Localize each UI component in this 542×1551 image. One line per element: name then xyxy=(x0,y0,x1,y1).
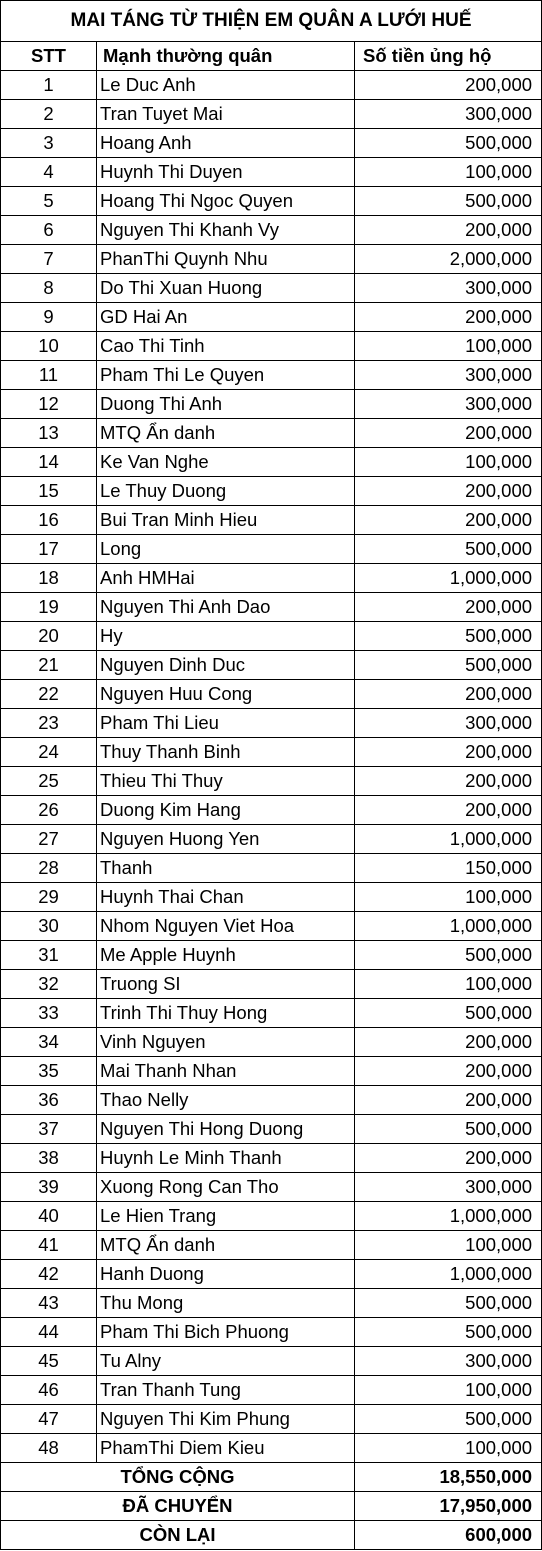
header-stt: STT xyxy=(1,42,97,71)
table-row xyxy=(1,941,542,970)
row-stt: 41 xyxy=(1,1231,97,1260)
row-amount: 500,000 xyxy=(355,1289,542,1318)
row-stt: 14 xyxy=(1,448,97,477)
row-stt: 33 xyxy=(1,999,97,1028)
row-stt: 13 xyxy=(1,419,97,448)
row-name: Tu Alny xyxy=(97,1347,355,1376)
row-stt: 43 xyxy=(1,1289,97,1318)
row-name: Long xyxy=(97,535,355,564)
row-amount: 200,000 xyxy=(355,419,542,448)
row-stt: 21 xyxy=(1,651,97,680)
row-stt: 12 xyxy=(1,390,97,419)
table-row xyxy=(1,332,542,361)
row-stt: 11 xyxy=(1,361,97,390)
row-stt: 4 xyxy=(1,158,97,187)
row-amount: 1,000,000 xyxy=(355,1202,542,1231)
row-name: Nguyen Thi Khanh Vy xyxy=(97,216,355,245)
row-stt: 28 xyxy=(1,854,97,883)
table-row xyxy=(1,216,542,245)
table-row xyxy=(1,535,542,564)
row-stt: 35 xyxy=(1,1057,97,1086)
table-row xyxy=(1,1405,542,1434)
table-row xyxy=(1,1144,542,1173)
row-amount: 200,000 xyxy=(355,303,542,332)
row-name: Huynh Thai Chan xyxy=(97,883,355,912)
row-amount: 100,000 xyxy=(355,332,542,361)
row-amount: 200,000 xyxy=(355,216,542,245)
row-amount: 100,000 xyxy=(355,158,542,187)
row-name: Anh HMHai xyxy=(97,564,355,593)
table-row xyxy=(1,1318,542,1347)
row-stt: 7 xyxy=(1,245,97,274)
table-row xyxy=(1,767,542,796)
row-name: Thu Mong xyxy=(97,1289,355,1318)
table-row xyxy=(1,709,542,738)
summary-value: 18,550,000 xyxy=(355,1463,542,1492)
row-amount: 300,000 xyxy=(355,274,542,303)
table-row xyxy=(1,622,542,651)
row-stt: 27 xyxy=(1,825,97,854)
table-row xyxy=(1,1347,542,1376)
row-name: Nguyen Thi Hong Duong xyxy=(97,1115,355,1144)
row-name: Nguyen Huu Cong xyxy=(97,680,355,709)
row-name: Nguyen Dinh Duc xyxy=(97,651,355,680)
row-name: Thanh xyxy=(97,854,355,883)
title-row xyxy=(1,1,542,42)
sheet-title: MAI TÁNG TỪ THIỆN EM QUÂN A LƯỚI HUẾ xyxy=(1,1,542,42)
row-stt: 22 xyxy=(1,680,97,709)
row-amount: 200,000 xyxy=(355,680,542,709)
row-name: MTQ Ẩn danh xyxy=(97,1231,355,1260)
table-row xyxy=(1,825,542,854)
row-amount: 500,000 xyxy=(355,651,542,680)
table-row xyxy=(1,593,542,622)
row-amount: 200,000 xyxy=(355,738,542,767)
row-amount: 200,000 xyxy=(355,1086,542,1115)
row-stt: 6 xyxy=(1,216,97,245)
row-amount: 500,000 xyxy=(355,1115,542,1144)
row-stt: 48 xyxy=(1,1434,97,1463)
table-row xyxy=(1,1289,542,1318)
header-row xyxy=(1,42,542,71)
table-row xyxy=(1,129,542,158)
row-stt: 20 xyxy=(1,622,97,651)
row-stt: 10 xyxy=(1,332,97,361)
row-stt: 26 xyxy=(1,796,97,825)
row-amount: 1,000,000 xyxy=(355,1260,542,1289)
summary-value: 600,000 xyxy=(355,1521,542,1550)
table-row xyxy=(1,1115,542,1144)
table-row xyxy=(1,303,542,332)
row-stt: 31 xyxy=(1,941,97,970)
row-stt: 16 xyxy=(1,506,97,535)
table-row xyxy=(1,999,542,1028)
row-amount: 500,000 xyxy=(355,1405,542,1434)
row-stt: 5 xyxy=(1,187,97,216)
table-row xyxy=(1,651,542,680)
row-stt: 45 xyxy=(1,1347,97,1376)
row-stt: 3 xyxy=(1,129,97,158)
row-amount: 100,000 xyxy=(355,448,542,477)
summary-label: TỔNG CỘNG xyxy=(1,1463,355,1492)
row-name: Thuy Thanh Binh xyxy=(97,738,355,767)
row-amount: 100,000 xyxy=(355,883,542,912)
row-stt: 17 xyxy=(1,535,97,564)
table-row xyxy=(1,187,542,216)
table-row xyxy=(1,854,542,883)
row-name: Pham Thi Lieu xyxy=(97,709,355,738)
summary-row xyxy=(1,1492,542,1521)
table-row xyxy=(1,274,542,303)
row-amount: 2,000,000 xyxy=(355,245,542,274)
row-stt: 18 xyxy=(1,564,97,593)
row-stt: 38 xyxy=(1,1144,97,1173)
row-amount: 100,000 xyxy=(355,1376,542,1405)
row-amount: 200,000 xyxy=(355,593,542,622)
table-row xyxy=(1,883,542,912)
row-name: Hoang Thi Ngoc Quyen xyxy=(97,187,355,216)
table-row xyxy=(1,1057,542,1086)
row-stt: 47 xyxy=(1,1405,97,1434)
row-amount: 500,000 xyxy=(355,622,542,651)
row-name: Me Apple Huynh xyxy=(97,941,355,970)
row-name: MTQ Ẩn danh xyxy=(97,419,355,448)
table-row xyxy=(1,100,542,129)
row-name: Huynh Le Minh Thanh xyxy=(97,1144,355,1173)
row-stt: 9 xyxy=(1,303,97,332)
row-name: Tran Tuyet Mai xyxy=(97,100,355,129)
table-row xyxy=(1,361,542,390)
table-row xyxy=(1,390,542,419)
summary-row xyxy=(1,1521,542,1550)
table-row xyxy=(1,71,542,100)
table-row xyxy=(1,1173,542,1202)
row-name: Le Thuy Duong xyxy=(97,477,355,506)
row-name: PhanThi Quynh Nhu xyxy=(97,245,355,274)
row-name: Hoang Anh xyxy=(97,129,355,158)
table-row xyxy=(1,1260,542,1289)
row-amount: 1,000,000 xyxy=(355,564,542,593)
row-stt: 8 xyxy=(1,274,97,303)
row-name: Pham Thi Bich Phuong xyxy=(97,1318,355,1347)
row-name: Nguyen Thi Anh Dao xyxy=(97,593,355,622)
row-stt: 30 xyxy=(1,912,97,941)
row-name: Vinh Nguyen xyxy=(97,1028,355,1057)
row-amount: 300,000 xyxy=(355,390,542,419)
row-amount: 500,000 xyxy=(355,1318,542,1347)
row-name: Thieu Thi Thuy xyxy=(97,767,355,796)
table-row xyxy=(1,1434,542,1463)
summary-row xyxy=(1,1463,542,1492)
row-amount: 500,000 xyxy=(355,941,542,970)
table-row xyxy=(1,970,542,999)
row-name: Tran Thanh Tung xyxy=(97,1376,355,1405)
row-stt: 25 xyxy=(1,767,97,796)
row-amount: 100,000 xyxy=(355,1231,542,1260)
summary-value: 17,950,000 xyxy=(355,1492,542,1521)
row-stt: 46 xyxy=(1,1376,97,1405)
row-name: Truong SI xyxy=(97,970,355,999)
row-amount: 1,000,000 xyxy=(355,825,542,854)
row-stt: 1 xyxy=(1,71,97,100)
row-amount: 300,000 xyxy=(355,1347,542,1376)
row-amount: 200,000 xyxy=(355,796,542,825)
table-row xyxy=(1,448,542,477)
row-name: PhamThi Diem Kieu xyxy=(97,1434,355,1463)
row-amount: 300,000 xyxy=(355,1173,542,1202)
row-stt: 44 xyxy=(1,1318,97,1347)
row-stt: 23 xyxy=(1,709,97,738)
row-amount: 100,000 xyxy=(355,970,542,999)
row-name: Duong Kim Hang xyxy=(97,796,355,825)
row-amount: 100,000 xyxy=(355,1434,542,1463)
row-stt: 24 xyxy=(1,738,97,767)
row-name: Bui Tran Minh Hieu xyxy=(97,506,355,535)
row-amount: 500,000 xyxy=(355,129,542,158)
row-stt: 37 xyxy=(1,1115,97,1144)
row-amount: 200,000 xyxy=(355,1144,542,1173)
row-amount: 1,000,000 xyxy=(355,912,542,941)
row-amount: 300,000 xyxy=(355,361,542,390)
row-name: Do Thi Xuan Huong xyxy=(97,274,355,303)
row-amount: 200,000 xyxy=(355,71,542,100)
row-amount: 150,000 xyxy=(355,854,542,883)
summary-label: CÒN LẠI xyxy=(1,1521,355,1550)
row-amount: 200,000 xyxy=(355,1028,542,1057)
row-name: Pham Thi Le Quyen xyxy=(97,361,355,390)
row-stt: 39 xyxy=(1,1173,97,1202)
row-stt: 19 xyxy=(1,593,97,622)
row-amount: 200,000 xyxy=(355,1057,542,1086)
row-amount: 500,000 xyxy=(355,187,542,216)
table-row xyxy=(1,1086,542,1115)
row-name: Duong Thi Anh xyxy=(97,390,355,419)
row-amount: 200,000 xyxy=(355,506,542,535)
row-stt: 32 xyxy=(1,970,97,999)
row-amount: 500,000 xyxy=(355,999,542,1028)
table-row xyxy=(1,564,542,593)
row-name: Hanh Duong xyxy=(97,1260,355,1289)
row-name: Ke Van Nghe xyxy=(97,448,355,477)
row-stt: 42 xyxy=(1,1260,97,1289)
row-name: Trinh Thi Thuy Hong xyxy=(97,999,355,1028)
summary-label: ĐÃ CHUYỂN xyxy=(1,1492,355,1521)
table-row xyxy=(1,1028,542,1057)
row-stt: 36 xyxy=(1,1086,97,1115)
table-row xyxy=(1,158,542,187)
row-name: Le Hien Trang xyxy=(97,1202,355,1231)
row-stt: 15 xyxy=(1,477,97,506)
row-name: Cao Thi Tinh xyxy=(97,332,355,361)
row-name: Huynh Thi Duyen xyxy=(97,158,355,187)
table-row xyxy=(1,1376,542,1405)
table-row xyxy=(1,738,542,767)
row-name: Hy xyxy=(97,622,355,651)
table-row xyxy=(1,796,542,825)
row-stt: 2 xyxy=(1,100,97,129)
header-amount: Số tiền ủng hộ xyxy=(355,42,542,71)
table-row xyxy=(1,912,542,941)
table-row xyxy=(1,1231,542,1260)
row-name: Nguyen Huong Yen xyxy=(97,825,355,854)
row-name: Mai Thanh Nhan xyxy=(97,1057,355,1086)
row-name: Nguyen Thi Kim Phung xyxy=(97,1405,355,1434)
table-row xyxy=(1,477,542,506)
table-row xyxy=(1,1202,542,1231)
table-row xyxy=(1,245,542,274)
row-stt: 40 xyxy=(1,1202,97,1231)
row-amount: 500,000 xyxy=(355,535,542,564)
table-row xyxy=(1,680,542,709)
row-stt: 29 xyxy=(1,883,97,912)
table-row xyxy=(1,419,542,448)
header-name: Mạnh thường quân xyxy=(97,42,355,71)
row-stt: 34 xyxy=(1,1028,97,1057)
row-name: Xuong Rong Can Tho xyxy=(97,1173,355,1202)
row-amount: 300,000 xyxy=(355,100,542,129)
row-amount: 200,000 xyxy=(355,767,542,796)
row-amount: 200,000 xyxy=(355,477,542,506)
row-name: Le Duc Anh xyxy=(97,71,355,100)
row-name: GD Hai An xyxy=(97,303,355,332)
row-amount: 300,000 xyxy=(355,709,542,738)
table-row xyxy=(1,506,542,535)
row-name: Nhom Nguyen Viet Hoa xyxy=(97,912,355,941)
row-name: Thao Nelly xyxy=(97,1086,355,1115)
